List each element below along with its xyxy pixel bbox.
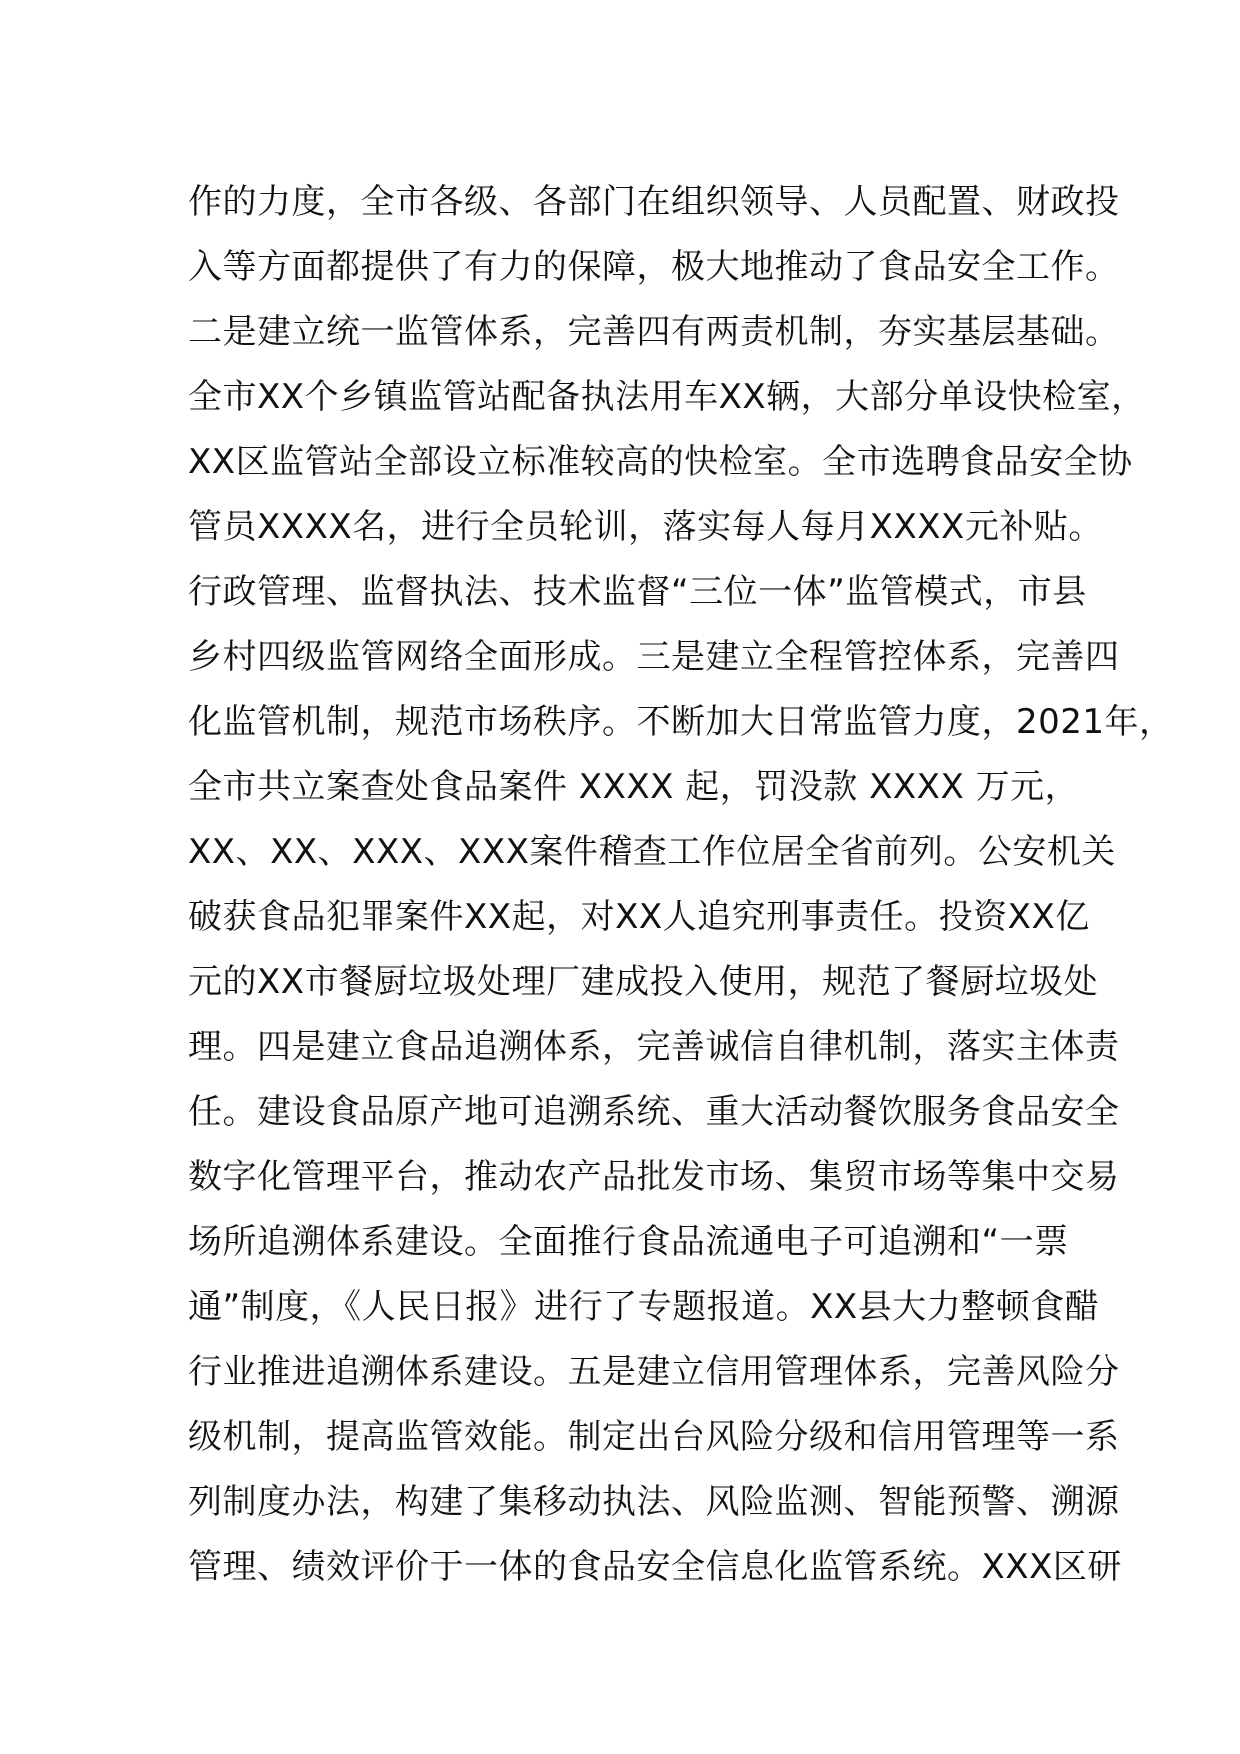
text-line: XX、XX、XXX、XXX案件稽查工作位居全省前列。公安机关	[188, 832, 1116, 872]
text-line: 行政管理、监督执法、技术监督“三位一体”监管模式，市县	[188, 572, 1087, 612]
text-line: 全市共立案查处食品案件 XXXX 起，罚没款 XXXX 万元，	[188, 767, 1080, 807]
text-line: 作的力度，全市各级、各部门在组织领导、人员配置、财政投	[188, 182, 1120, 222]
text-line: 管员XXXX名，进行全员轮训，落实每人每月XXXX元补贴。	[188, 507, 1103, 547]
text-line: 行业推进追溯体系建设。五是建立信用管理体系，完善风险分	[188, 1352, 1120, 1392]
text-line: 入等方面都提供了有力的保障，极大地推动了食品安全工作。	[188, 247, 1120, 287]
text-line: 通”制度，《人民日报》进行了专题报道。XX县大力整顿食醋	[188, 1287, 1100, 1327]
text-line: 管理、绩效评价于一体的食品安全信息化监管系统。XXX区研	[188, 1547, 1122, 1587]
text-line: XX区监管站全部设立标准较高的快检室。全市选聘食品安全协	[188, 442, 1133, 482]
text-line: 级机制，提高监管效能。制定出台风险分级和信用管理等一系	[188, 1417, 1120, 1457]
text-line: 数字化管理平台，推动农产品批发市场、集贸市场等集中交易	[188, 1157, 1120, 1197]
text-line: 理。四是建立食品追溯体系，完善诚信自律机制，落实主体责	[188, 1027, 1120, 1067]
body-paragraph	[188, 170, 1174, 1600]
text-line: 破获食品犯罪案件XX起，对XX人追究刑事责任。投资XX亿	[188, 897, 1090, 937]
text-line: 乡村四级监管网络全面形成。三是建立全程管控体系，完善四	[188, 637, 1120, 677]
text-line: 场所追溯体系建设。全面推行食品流通电子可追溯和“一票	[188, 1222, 1069, 1262]
text-line: 化监管机制，规范市场秩序。不断加大日常监管力度，2021年，	[188, 702, 1174, 742]
text-line: 列制度办法，构建了集移动执法、风险监测、智能预警、溯源	[188, 1482, 1120, 1522]
text-line: 二是建立统一监管体系，完善四有两责机制，夯实基层基础。	[188, 312, 1120, 352]
text-line: 全市XX个乡镇监管站配备执法用车XX辆，大部分单设快检室，	[188, 377, 1146, 417]
text-line: 任。建设食品原产地可追溯系统、重大活动餐饮服务食品安全	[188, 1092, 1120, 1132]
text-line: 元的XX市餐厨垃圾处理厂建成投入使用，规范了餐厨垃圾处	[188, 962, 1099, 1002]
